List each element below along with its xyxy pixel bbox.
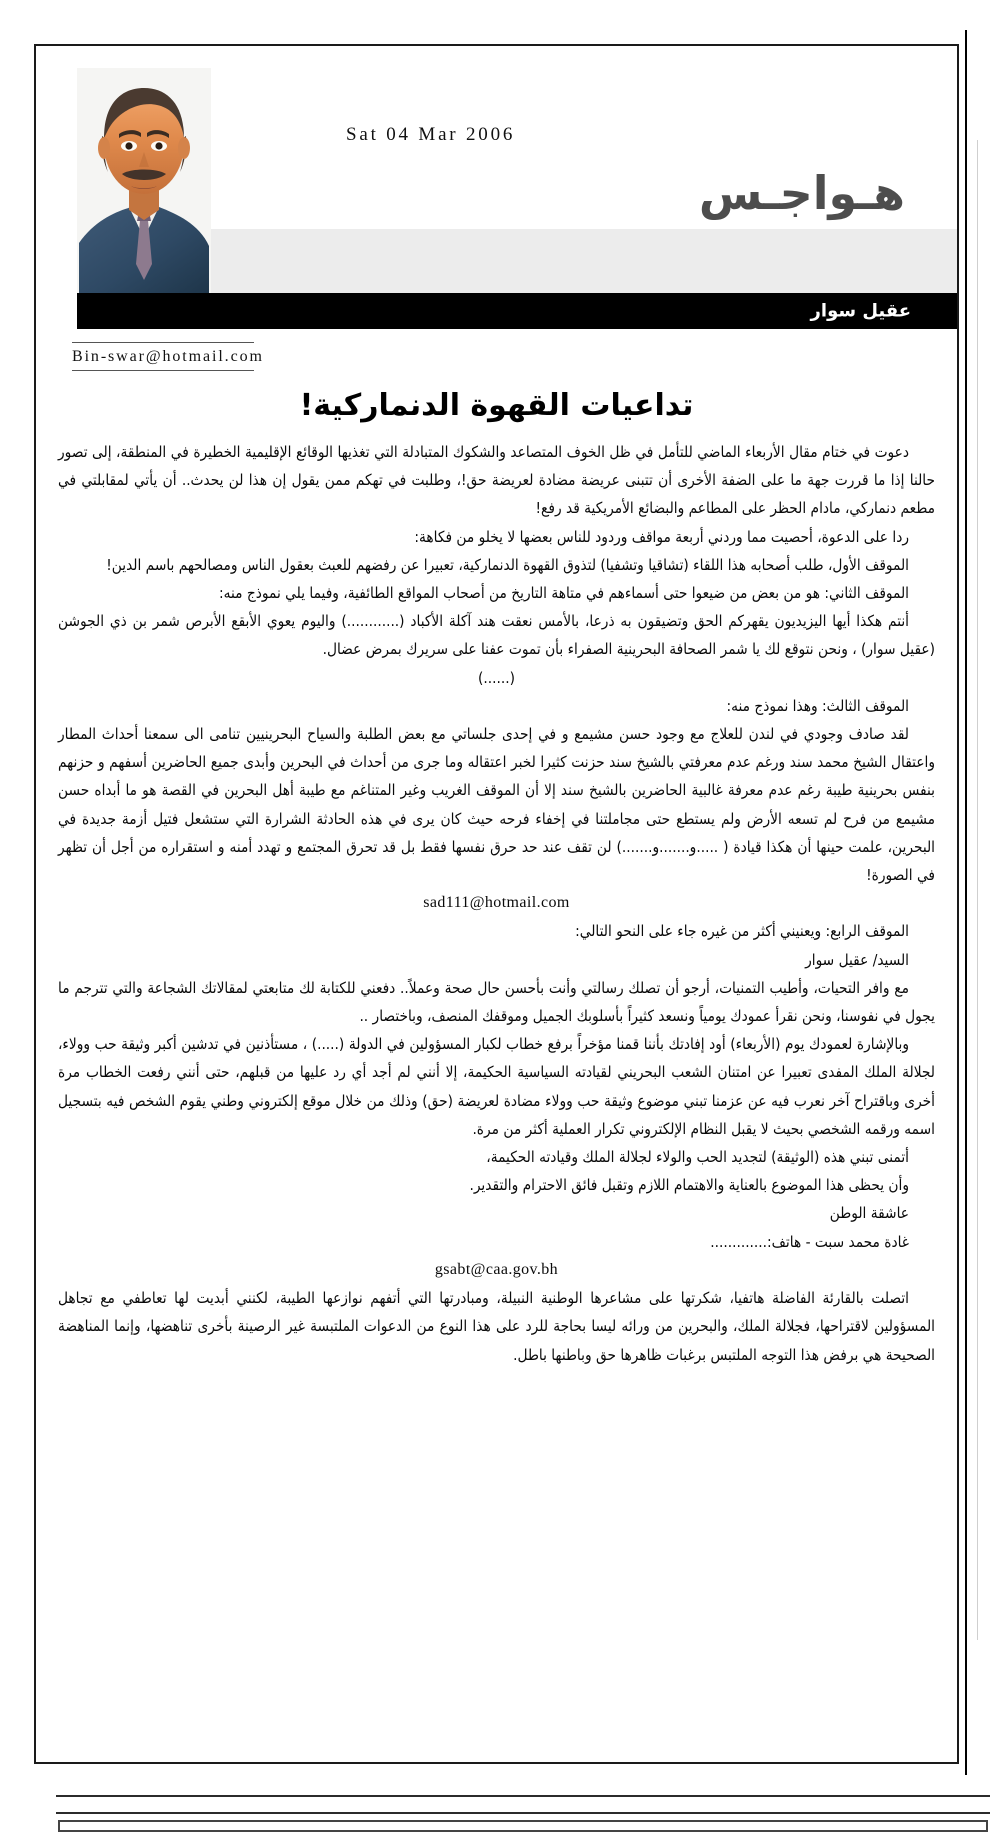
article-paragraph: غادة محمد سبت - هاتف:............. (710, 1232, 909, 1251)
column-gutter-rule (965, 30, 967, 1775)
article-paragraph: الموقف الثاني: هو من بعض من ضيعوا حتى أسماءهم في متاهة التاريخ من أصحاب المواقع الطائفية، وفيما يلي نموذج منه: (218, 584, 909, 603)
email-rule-bottom (72, 370, 254, 371)
article-paragraph: اتصلت بالقارئة الفاضلة هاتفيا، شكرتها على مشاعرها الوطنية النبيلة، ومبادرتها التي أتفهم نوازعها الطيبة، لكنني أبديت لها تعاطفي مع تجاهل المسؤولين لاقتراحها، فجلالة الملك، والبحرين من ورائه ليسا بحاجة للرد على هذا النوع من الدعوات الملتبسة غير الرصينة بأخرى تناهضها، وإنما المناهضة الصحيحة هي برفض هذا التوجه الملتبس برغبات ظاهرها حق وباطنها باطل. (58, 1289, 935, 1364)
footer-banner-box (58, 1820, 988, 1832)
masthead-grey-band (211, 229, 957, 293)
article-paragraph: (......) (478, 668, 515, 687)
dateline: Sat 04 Mar 2006 (346, 124, 516, 145)
footer-rule-upper (56, 1795, 990, 1797)
article-paragraph: عاشقة الوطن (829, 1204, 909, 1223)
article-paragraph: أنتم هكذا أيها اليزيديون يقهركم الحق وتضيقون به ذرعا، بالأمس نعقت هند آكلة الأكباد (............) واليوم يعوي الأبقع الأبرص شمر بن ذي الجوشن (عقيل سوار) ، ونحن نتوقع لك يا شمر الصحافة البحرينية الصفراء بأن تموت عفنا على سريرك بمرض عضال. (58, 612, 935, 659)
reader-email[interactable]: gsabt@caa.gov.bh (434, 1260, 559, 1278)
article-body (58, 438, 935, 1369)
article-paragraph: الموقف الرابع: ويعنيني أكثر من غيره جاء على النحو التالي: (575, 922, 909, 941)
column-title: هـواجـس (698, 166, 905, 220)
article-paragraph: الموقف الثالث: وهذا نموذج منه: (726, 696, 909, 715)
author-name-bar (77, 293, 957, 329)
author-name: عقيل سوار (810, 300, 911, 322)
article-paragraph: أتمنى تبني هذه (الوثيقة) لتجديد الحب والولاء لجلالة الملك وقيادته الحكيمة، (486, 1148, 909, 1167)
reader-email[interactable]: sad111@hotmail.com (423, 894, 570, 912)
article-paragraph: مع وافر التحيات، وأطيب التمنيات، أرجو أن تصلك رسالتي وأنت بأحسن حال صحة وعملاً.. دفعني للكتابة لك متابعتي لمقالاتك الشجاعة والتي تترجم ما يجول في نفوسنا، ونحن نقرأ عمودك يومياً ونسعد كثيراً بأسلوبك الجميل وموقفك المنصف، وباختصار .. (58, 978, 935, 1026)
author-email-block (72, 342, 322, 371)
column-masthead (36, 46, 957, 322)
footer-rule-lower (56, 1812, 990, 1814)
article-headline: تداعيات القهوة الدنماركية! (299, 388, 694, 423)
adjacent-column-edge (977, 140, 1002, 1640)
article-paragraph: وبالإشارة لعمودك يوم (الأربعاء) أود إفادتك بأننا قمنا مؤخراً برفع خطاب لكبار المسؤولين في الدولة (.....) ، مستأذنين في تدشين أكبر وثيقة حب وولاء، لجلالة الملك المفدى تعبيرا عن امتنان الشعب البحريني لقيادته السياسية الحكيمة، إلا أنني لم أجد أي رد عليها من قبلهم، حتى أنني رفعت الخطاب مرة أخرى وباقتراح آخر نعرب فيه عن عزمنا تبني موضوع وثيقة حب وولاء مضادة لعريضة (حق) وذلك من خلال موقع إلكتروني وطني يقوم الشخص فيه بتسجيل اسمه ورقمه الشخصي بحيث لا يقبل النظام الإلكتروني تكرار العملية أكثر من مرة. (58, 1035, 935, 1138)
author-email[interactable]: Bin-swar@hotmail.com (72, 348, 264, 365)
email-rule-top (72, 342, 254, 343)
article-paragraph: الموقف الأول، طلب أصحابه هذا اللقاء (تشاقيا وتشفيا) لتذوق القهوة الدنماركية، تعبيرا عن رفضهم للعبث بعقول الناس ومصالحهم باسم الدين! (106, 555, 909, 574)
article-paragraph: السيد/ عقيل سوار (805, 950, 909, 969)
article-paragraph: لقد صادف وجودي في لندن للعلاج مع وجود حسن مشيمع و في إحدى جلساتي مع بعض الطلبة والسياح البحرينيين تنامى الى سمعنا أحداث المطار واعتقال الشيخ محمد سند ورغم عدم معرفتي بالشيخ سند حزنت كثيرا لخبر اعتقاله وما جرى من أحداث في البحرين وأبدى جميع الحاضرين أسفهم و حزنهم بنفس بحرينية طيبة رغم عدم معرفة غالبية الحاضرين بالشيخ سند إلا أن الموقف الغريب وغير المتناغم مع طيبة أهل البحرين في القصة هو ما أبداه حسن مشيمع من فرح لم تسعه الأرض ولم يستطع حتى مجاملتنا في إخفاء فرحه حيث كان يرى في هذه الحادثة الشرارة التي ستشعل فتيل أزمة جديدة في البحرين، علمت حينها أن هكذا قيادة ( .....و.......و.......) لن تقف عند حد حرق نفسها فقط بل قد تحرق المجتمع و تهدد أمنه و استقراره من أجل أن تظهر في الصورة! (58, 725, 935, 885)
article-paragraph: دعوت في ختام مقال الأربعاء الماضي للتأمل في ظل الخوف المتصاعد والشكوك المتبادلة التي تغذيها الوقائع الإقليمية الخطيرة في المنطقة، إلى تصور حالنا إذا ما قررت جهة ما على الضفة الأخرى أن تتبنى عريضة مضادة لعريضة حق!، وطلبت في تهكم ممن يقول إن هذا لن يحدث.. أن يأتي لمقابلتي في مطعم دنماركي، مادام الحظر على المطاعم والبضائع الأمريكية قد رفع! (58, 443, 935, 518)
article-paragraph: ردا على الدعوة، أحصيت مما وردني أربعة مواقف وردود للناس بعضها لا يخلو من فكاهة: (414, 527, 909, 546)
article-container (34, 44, 959, 1764)
columnist-portrait (77, 68, 211, 295)
article-paragraph: وأن يحظى هذا الموضوع بالعناية والاهتمام اللازم وتقبل فائق الاحترام والتقدير. (469, 1176, 909, 1195)
